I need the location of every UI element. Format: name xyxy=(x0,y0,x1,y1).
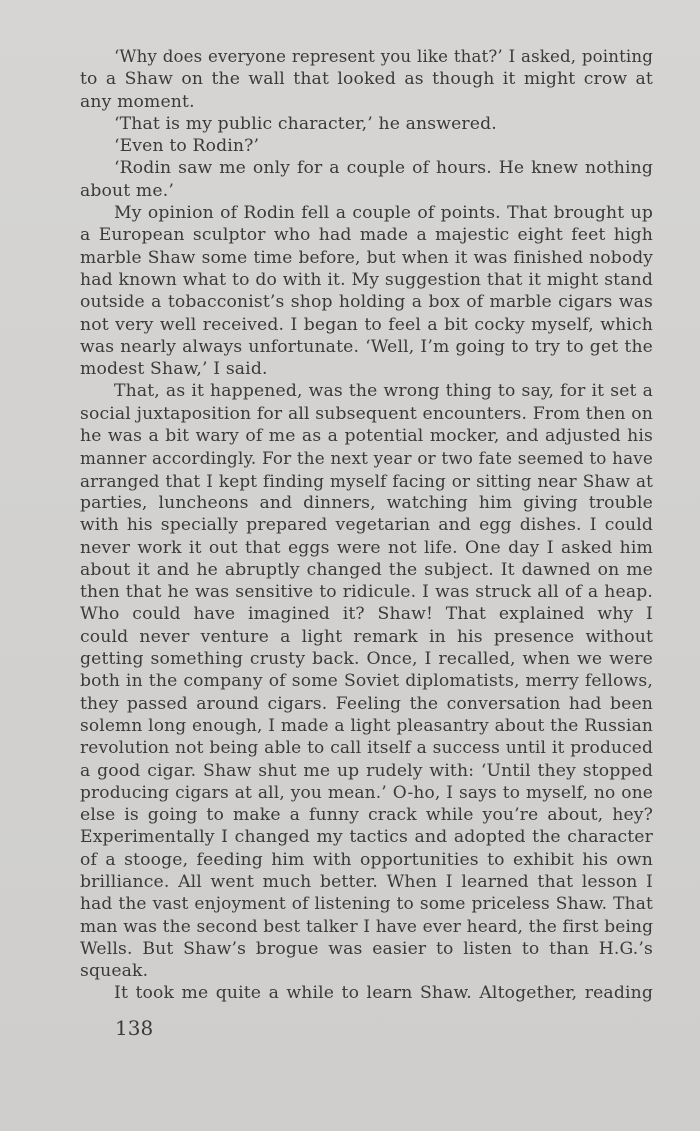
text-line: to a Shaw on the wall that looked as though it might crow at xyxy=(80,69,653,90)
text-line: a European sculptor who had made a majestic eight feet high xyxy=(80,225,653,246)
text-line: else is going to make a funny crack while you’re about, hey? xyxy=(80,805,653,826)
text-line: ‘Even to Rodin?’ xyxy=(114,136,260,157)
page-number: 138 xyxy=(115,1016,154,1040)
text-line: not very well received. I began to feel a bit cocky myself, which xyxy=(80,314,653,335)
text-line: man was the second best talker I have ever heard, the first being xyxy=(80,916,653,937)
text-line: marble Shaw some time before, but when it was finished nobody xyxy=(80,247,653,268)
text-line: Wells. But Shaw’s brogue was easier to listen to than H.G.’s xyxy=(80,938,653,959)
text-line: My opinion of Rodin fell a couple of points. That brought up xyxy=(114,203,653,224)
text-line: had known what to do with it. My suggestion that it might stand xyxy=(80,269,653,290)
text-line: producing cigars at all, you mean.’ O-ho, I says to myself, no one xyxy=(80,782,653,803)
text-line: about it and he abruptly changed the subject. It dawned on me xyxy=(80,559,653,580)
text-line: ‘Rodin saw me only for a couple of hours. He knew nothing xyxy=(114,158,653,179)
text-line: of a stooge, feeding him with opportunities to exhibit his own xyxy=(80,849,653,870)
text-line: getting something crusty back. Once, I recalled, when we were xyxy=(80,649,653,670)
text-line: he was a bit wary of me as a potential mocker, and adjusted his xyxy=(80,426,653,447)
text-line: Who could have imagined it? Shaw! That explained why I xyxy=(80,604,653,625)
text-line: outside a tobacconist’s shop holding a box of marble cigars was xyxy=(80,292,653,313)
body-text xyxy=(80,46,653,1005)
text-line: about me.’ xyxy=(80,180,174,201)
text-line: arranged that I kept finding myself facing or sitting near Shaw at xyxy=(80,470,653,491)
text-line: Experimentally I changed my tactics and adopted the character xyxy=(80,827,653,848)
text-line: was nearly always unfortunate. ‘Well, I’m going to try to get the xyxy=(80,336,653,357)
text-line: That, as it happened, was the wrong thing to say, for it set a xyxy=(114,381,653,402)
text-line: It took me quite a while to learn Shaw. Altogether, reading xyxy=(114,983,653,1004)
text-line: ‘Why does everyone represent you like that?’ I asked, pointing xyxy=(114,47,653,66)
text-line: ‘That is my public character,’ he answered. xyxy=(114,113,497,134)
text-line: social juxtaposition for all subsequent encounters. From then on xyxy=(80,403,653,424)
text-line: manner accordingly. For the next year or two fate seemed to have xyxy=(80,448,653,469)
text-line: with his specially prepared vegetarian and egg dishes. I could xyxy=(80,515,653,536)
text-line: parties, luncheons and dinners, watching him giving trouble xyxy=(80,492,653,513)
text-line: any moment. xyxy=(80,91,195,112)
text-line: never work it out that eggs were not life. One day I asked him xyxy=(80,537,653,558)
text-line: revolution not being able to call itself a success until it produced xyxy=(80,738,653,759)
text-line: squeak. xyxy=(80,961,149,982)
text-line: both in the company of some Soviet diplomatists, merry fellows, xyxy=(80,671,653,692)
text-line: could never venture a light remark in his presence without xyxy=(80,626,653,647)
text-line: modest Shaw,’ I said. xyxy=(80,359,268,380)
text-line: had the vast enjoyment of listening to some priceless Shaw. That xyxy=(80,894,653,915)
text-line: solemn long enough, I made a light pleasantry about the Russian xyxy=(80,715,653,736)
text-line: a good cigar. Shaw shut me up rudely with: ‘Until they stopped xyxy=(80,760,653,781)
text-line: then that he was sensitive to ridicule. I was struck all of a heap. xyxy=(80,582,653,603)
text-line: they passed around cigars. Feeling the conversation had been xyxy=(80,693,653,714)
text-line: brilliance. All went much better. When I learned that lesson I xyxy=(80,871,653,892)
